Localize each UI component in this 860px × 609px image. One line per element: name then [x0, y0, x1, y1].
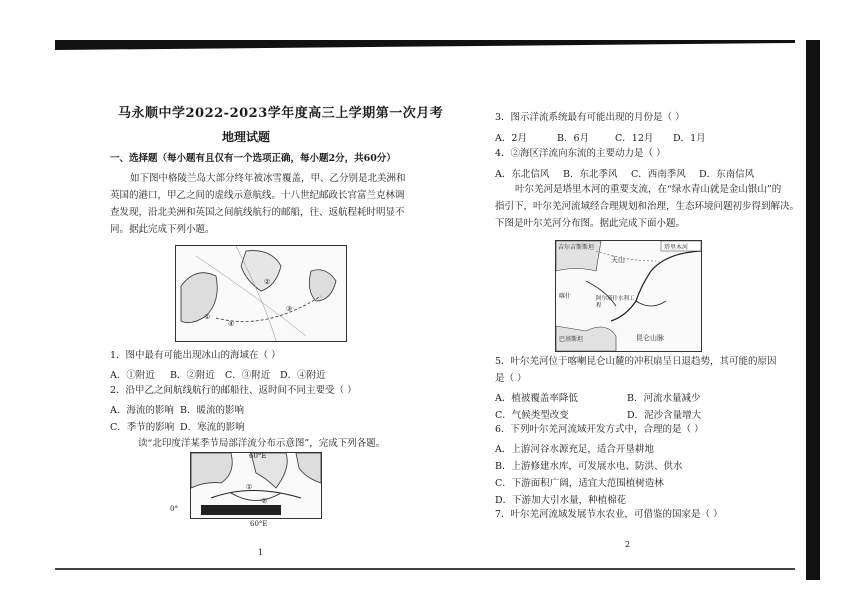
intro-line: 英国的港口，甲乙之间的虚线示意航线。十八世纪邮政长官富兰克林调 — [110, 190, 405, 201]
option-d[interactable]: D．东南信风 — [699, 169, 755, 180]
question-2-options-row2 — [110, 419, 245, 433]
intro-line: 如下图中格陵兰岛大部分终年被冰雪覆盖，甲、乙分别是北美洲和 — [130, 173, 406, 184]
svg-text:②: ② — [261, 497, 268, 505]
map-label-bottom: 60°E — [250, 520, 268, 528]
question-1-options — [110, 367, 326, 381]
question-2-options-row1 — [110, 402, 244, 416]
question-4-stem: 4．②海区洋流向东流的主要动力是（ ） — [495, 148, 666, 159]
map-label-tarim-river: 塔里木河 — [664, 244, 689, 251]
exam-subject: 地理试题 — [222, 130, 271, 144]
exam-title: 马永顺中学2022-2023学年度高三上学期第一次月考 — [118, 106, 444, 121]
question-1-stem: 1．图中最有可能出现冰山的海域在（ ） — [110, 350, 281, 361]
option-d[interactable]: D．寒流的影响 — [180, 422, 245, 433]
question-3-stem: 3．图示洋流系统最有可能出现的月份是（ ） — [495, 112, 685, 123]
map-label-top: 60°E — [249, 452, 267, 460]
question-7-stem: 7．叶尔羌河流域发展节水农业，可借鉴的国家是（ ） — [495, 509, 723, 520]
option-c[interactable]: C．下游面积广阔，适宜大范围植树造林 — [495, 478, 664, 489]
question-2-stem: 2．沿甲乙之间航线航行的邮船往、返时间不同主要受（ ） — [110, 385, 357, 396]
option-a[interactable]: A．植被覆盖率降低 — [495, 393, 578, 404]
option-b[interactable]: B．6月 — [557, 133, 590, 144]
section-heading: 一、选择题（每小题有且仅有一个选项正确，每小题2分，共60分） — [110, 153, 396, 164]
question-5-options-row2 — [495, 407, 701, 421]
option-a[interactable]: A．①附近 — [110, 370, 155, 381]
option-a[interactable]: A．2月 — [495, 133, 527, 144]
option-b[interactable]: B．河流水量减少 — [627, 393, 701, 404]
intro-line: 叶尔羌河是塔里木河的重要支流，在“绿水青山就是金山银山”的 — [515, 184, 782, 195]
indian-ocean-map-drawing — [191, 453, 321, 518]
option-a[interactable]: A．海流的影响 — [110, 405, 174, 416]
option-c[interactable]: C．季节的影响 — [110, 422, 175, 433]
question-4-options — [495, 166, 754, 180]
map-label-kashgar: 喀什 — [559, 293, 572, 300]
page-number: 2 — [625, 540, 631, 549]
svg-text:④: ④ — [228, 320, 235, 328]
option-c[interactable]: C．③附近 — [225, 370, 271, 381]
svg-text:①: ① — [246, 483, 253, 491]
yarkand-river-map — [555, 240, 702, 352]
map-label-kyrgyzstan: 吉尔吉斯斯坦 — [558, 244, 595, 251]
option-c[interactable]: C．西南季风 — [631, 169, 686, 180]
svg-text:③: ③ — [286, 305, 293, 313]
intro-line: 查发现，沿北美洲和英国之间航线航行的邮船，往、返航程耗时明显不 — [110, 207, 405, 218]
scan-bottom-border — [55, 568, 795, 570]
option-d[interactable]: D．下游加大引水量，种植棉花 — [495, 495, 627, 506]
scan-top-border — [55, 40, 795, 50]
north-atlantic-map — [175, 245, 347, 342]
intro-line: 下图是叶尔羌河分布图。据此完成下面小题。 — [495, 218, 686, 229]
north-indian-ocean-map — [190, 452, 322, 519]
map-label-kunlun: 昆仑山脉 — [636, 334, 664, 342]
option-d[interactable]: D．1月 — [673, 133, 706, 144]
option-b[interactable]: B．上游修建水库，可发展水电、防洪、供水 — [495, 461, 683, 472]
option-b[interactable]: B．暖流的影响 — [180, 405, 244, 416]
page-number: 1 — [258, 548, 264, 557]
scan-right-border — [806, 40, 820, 580]
map-label-tianshan: 天山 — [611, 256, 625, 264]
option-c[interactable]: C．12月 — [615, 133, 654, 144]
question-5-stem: 5．叶尔羌河位于喀喇昆仑山麓的冲积扇呈日退趋势，其可能的原因 — [495, 356, 777, 367]
option-d[interactable]: D．④附近 — [280, 370, 326, 381]
question-5-stem-cont: 是（ ） — [495, 373, 527, 384]
map-label-pakistan: 巴基斯坦 — [559, 336, 584, 343]
option-a[interactable]: A．东北信风 — [495, 169, 550, 180]
option-b[interactable]: B．东北季风 — [563, 169, 618, 180]
option-a[interactable]: A．上游河谷水源充足，适合开垦耕地 — [495, 444, 654, 455]
svg-text:②: ② — [264, 278, 271, 286]
option-b[interactable]: B．②附近 — [170, 370, 215, 381]
reading-prompt: 读“北印度洋某季节局部洋流分布示意图”，完成下列各题。 — [138, 438, 386, 449]
map-label-dam: 阿尔塔什水利工程 — [596, 296, 635, 309]
question-6-stem: 6．下列叶尔羌河流域开发方式中，合理的是（ ） — [495, 424, 704, 435]
svg-text:①: ① — [204, 313, 211, 321]
intro-line: 同。据此完成下列小题。 — [110, 224, 215, 235]
intro-line: 指引下，叶尔羌河流域经合理规划和治理，生态环境问题初步得到解决。 — [495, 201, 800, 212]
option-c[interactable]: C．气候类型改变 — [495, 410, 569, 421]
map-label-left: 0° — [170, 505, 178, 513]
question-5-options-row1 — [495, 390, 700, 404]
north-atlantic-map-drawing — [176, 246, 346, 341]
question-3-options — [495, 130, 706, 144]
option-d[interactable]: D．泥沙含量增大 — [627, 410, 702, 421]
